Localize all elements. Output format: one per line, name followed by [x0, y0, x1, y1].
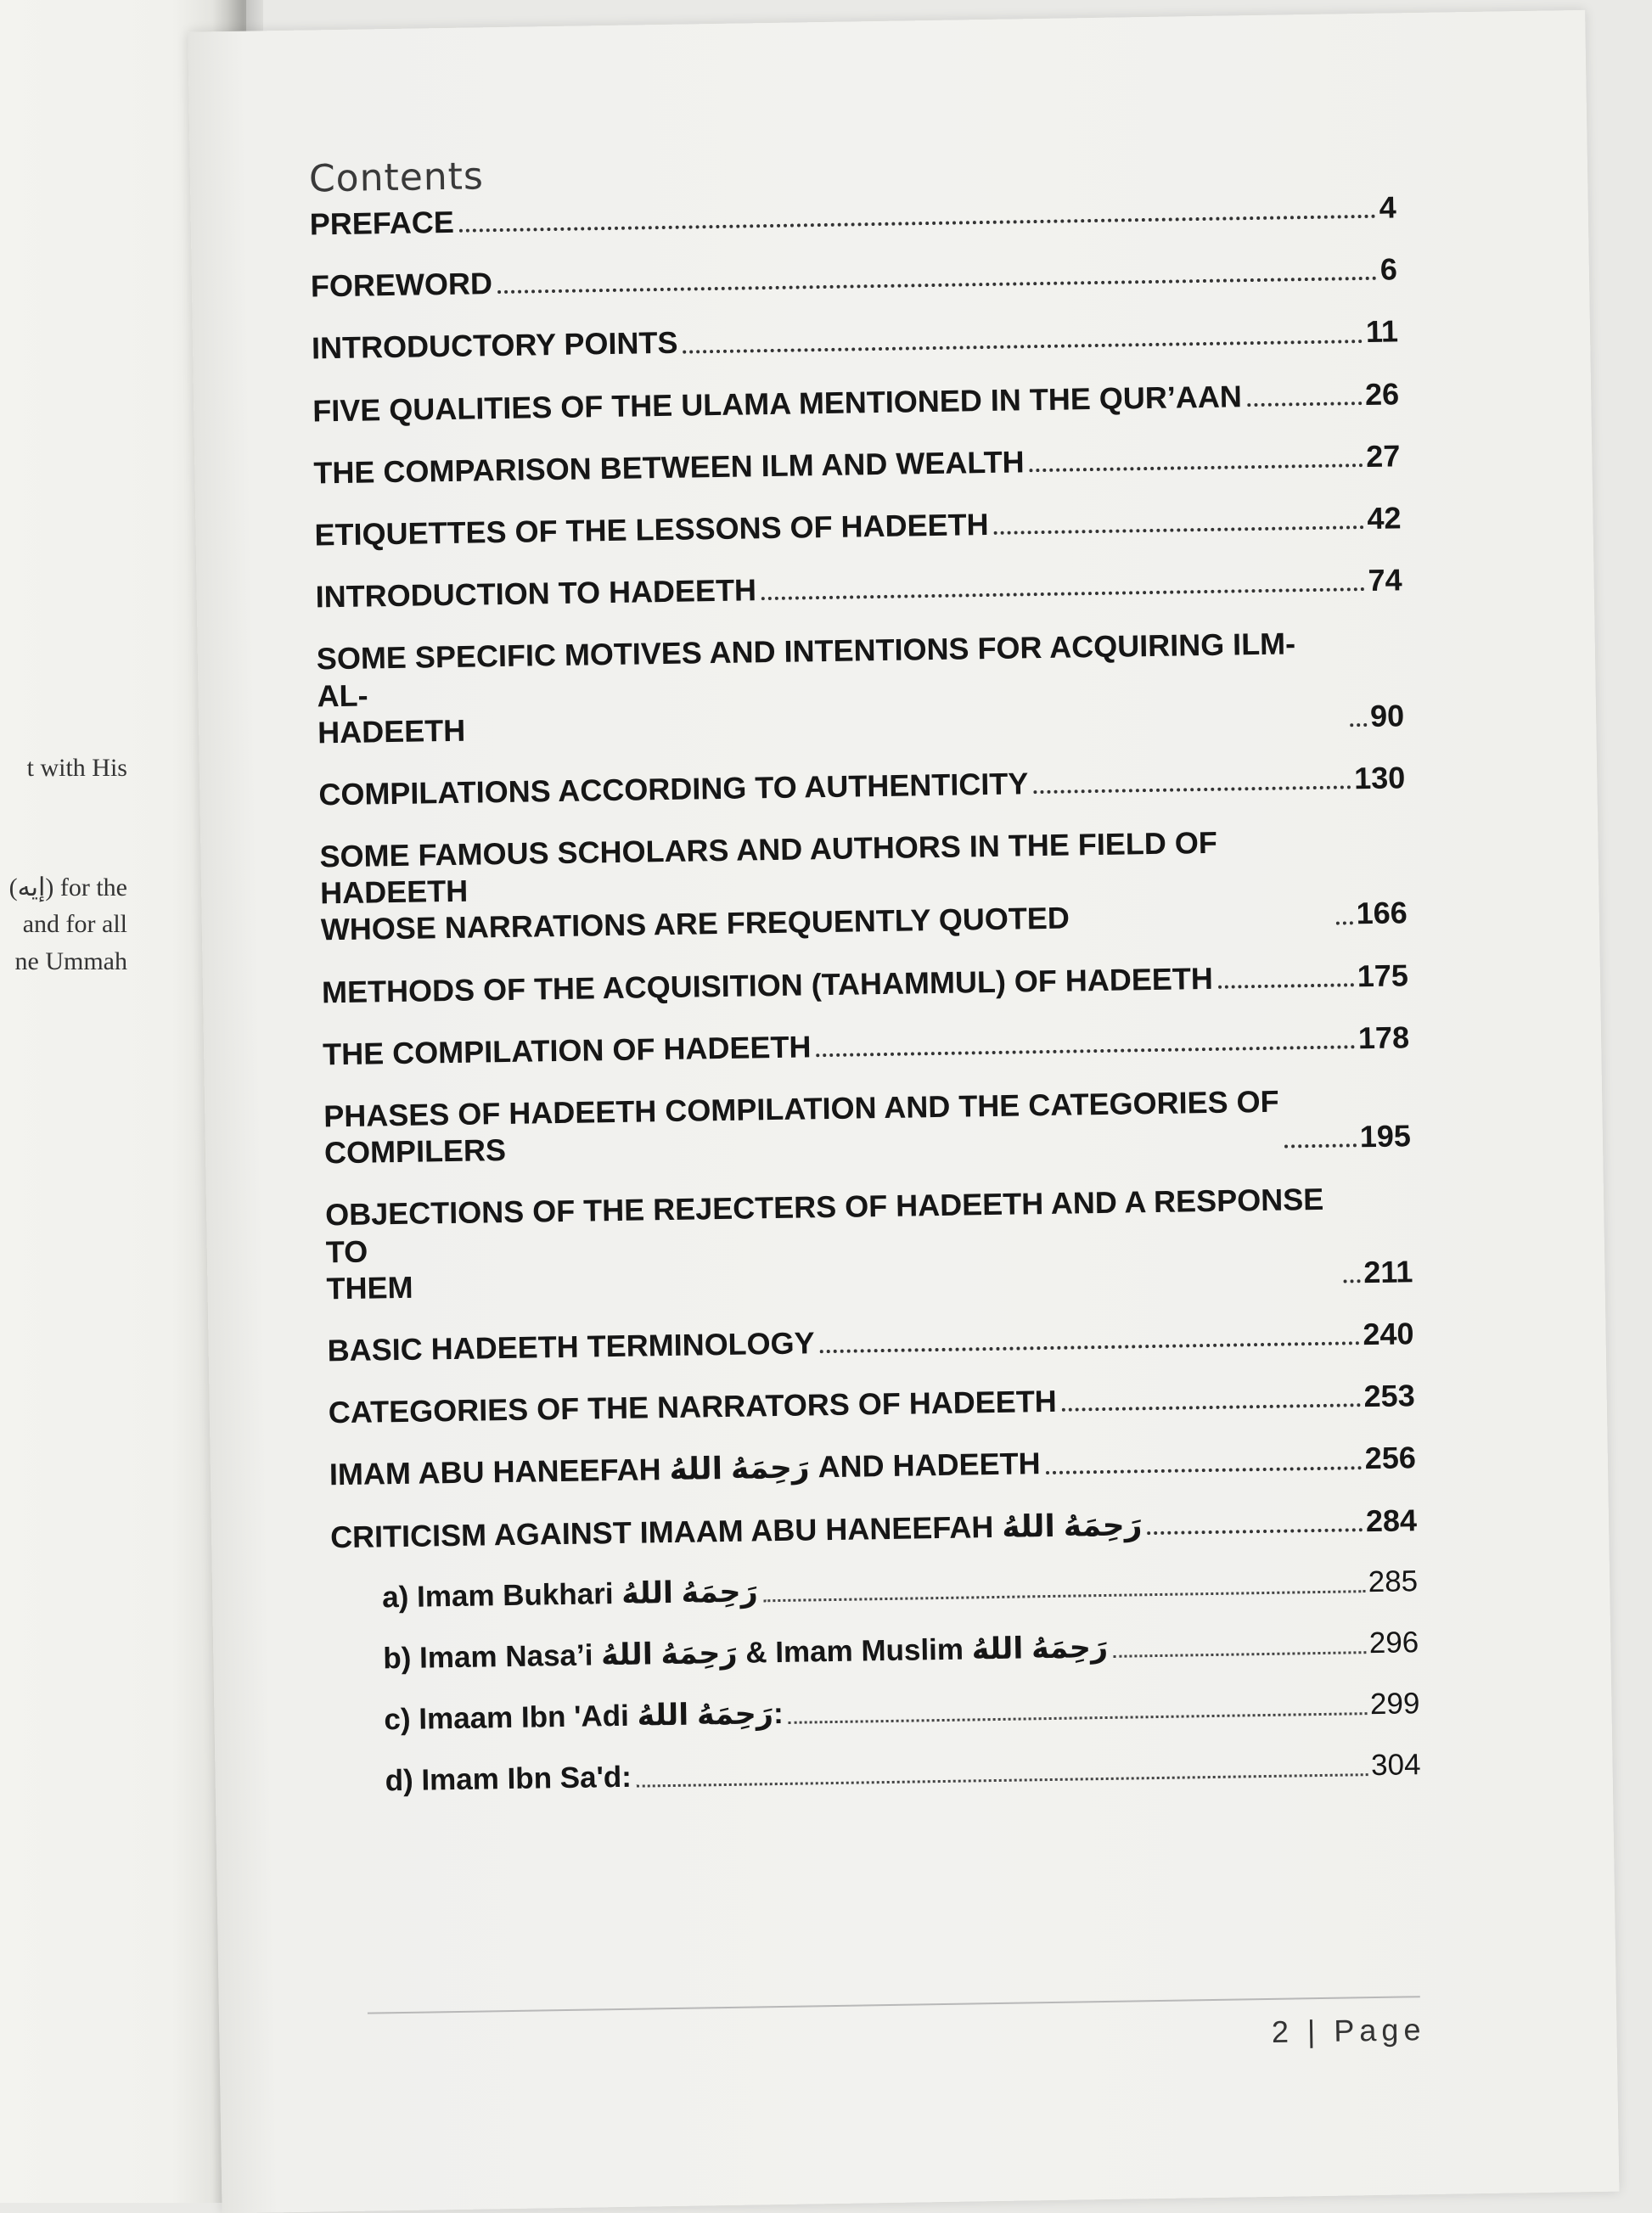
dot-leader: [817, 1045, 1356, 1057]
toc-entry[interactable]: [327, 1315, 1414, 1368]
toc-subentry[interactable]: [331, 1564, 1419, 1616]
dot-leader: [683, 340, 1363, 354]
toc-entry-title: FIVE QUALITIES OF THE ULAMA MENTIONED IN THE QUR’AAN: [312, 378, 1243, 429]
toc-entry-title: b) Imam Nasa’i رَحِمَهُ اللهُ & Imam Muslim رَحِمَهُ اللهُ: [383, 1630, 1109, 1676]
page-number: 2 | Page: [1271, 2012, 1426, 2049]
toc-entry-title: PHASES OF HADEETH COMPILATION AND THE CATEGORIES OF COMPILERS: [323, 1083, 1279, 1171]
toc-entry[interactable]: [312, 375, 1400, 429]
toc-entry-page: 195: [1359, 1118, 1412, 1154]
dot-leader: [820, 1341, 1360, 1353]
toc-entry-title: INTRODUCTORY POINTS: [311, 325, 678, 366]
toc-entry-page: 211: [1363, 1253, 1413, 1289]
toc-entry-page: 166: [1356, 895, 1408, 931]
toc-entry-title: METHODS OF THE ACQUISITION (TAHAMMUL) OF HADEETH: [321, 960, 1214, 1009]
dot-leader: [761, 587, 1365, 600]
toc-entry-title: PREFACE: [309, 204, 455, 242]
toc-entry-title: a) Imam Bukhari رَحِمَهُ اللهُ: [381, 1575, 758, 1615]
toc-entry-title: CRITICISM AGAINST IMAAM ABU HANEEFAH رَحِمَهُ اللهُ: [329, 1506, 1143, 1554]
toc-entry[interactable]: [329, 1440, 1417, 1493]
dot-leader: [1284, 1144, 1357, 1149]
toc-entry-page: 256: [1364, 1440, 1417, 1476]
table-of-contents: [309, 188, 1420, 1800]
toc-entry-page: 296: [1368, 1625, 1419, 1660]
dot-leader: [1030, 463, 1363, 472]
toc-entry[interactable]: [322, 957, 1409, 1010]
toc-subentry[interactable]: [334, 1747, 1421, 1800]
dot-leader: [1147, 1528, 1363, 1535]
toc-entry-title: THE COMPILATION OF HADEETH: [322, 1029, 812, 1072]
toc-entry-title: d) Imam Ibn Sa'd:: [385, 1760, 632, 1798]
dot-leader: [1062, 1404, 1361, 1413]
previous-page-text: and for all: [22, 910, 127, 938]
toc-entry-page: 26: [1364, 375, 1400, 412]
dot-leader: [459, 215, 1376, 233]
dot-leader: [1343, 1279, 1360, 1283]
toc-entry-page: 178: [1357, 1019, 1410, 1056]
dot-leader: [1336, 921, 1353, 924]
contents-body: [309, 140, 1422, 1825]
toc-entry-page: 6: [1379, 251, 1398, 287]
dot-leader: [1113, 1651, 1366, 1658]
toc-entry-title: INTRODUCTION TO HADEETH: [315, 572, 757, 615]
toc-entry-page: 42: [1367, 500, 1402, 536]
toc-entry-title: ETIQUETTES OF THE LESSONS OF HADEETH: [314, 506, 989, 553]
toc-entry[interactable]: [311, 251, 1398, 305]
dot-leader: [1046, 1466, 1362, 1474]
dot-leader: [497, 277, 1377, 294]
toc-subentry[interactable]: [333, 1686, 1420, 1738]
toc-entry[interactable]: [313, 437, 1401, 491]
previous-page-text: t with His: [26, 754, 127, 782]
toc-entry-page: 284: [1365, 1502, 1418, 1538]
toc-entry-title: CATEGORIES OF THE NARRATORS OF HADEETH: [328, 1383, 1058, 1430]
toc-entry-title: OBJECTIONS OF THE REJECTERS OF HADEETH AND A RESPONSE TO THEM: [324, 1182, 1324, 1306]
toc-entry-page: 304: [1370, 1747, 1421, 1782]
toc-entry[interactable]: [319, 821, 1408, 948]
toc-entry-page: 175: [1357, 957, 1409, 993]
toc-entry[interactable]: [323, 1081, 1411, 1171]
toc-entry[interactable]: [317, 624, 1405, 751]
dot-leader: [1218, 983, 1354, 989]
toc-entry-title: c) Imaam Ibn 'Adi رَحِمَهُ اللهُ:: [384, 1696, 784, 1737]
dot-leader: [637, 1773, 1368, 1788]
dot-leader: [1350, 723, 1367, 727]
toc-entry-title: SOME SPECIFIC MOTIVES AND INTENTIONS FOR ACQUIRING ILM-AL- HADEETH: [316, 626, 1296, 750]
toc-entry-page: 240: [1363, 1316, 1414, 1352]
toc-entry-title: BASIC HADEETH TERMINOLOGY: [327, 1325, 815, 1368]
toc-entry[interactable]: [314, 499, 1402, 553]
toc-entry-page: 4: [1379, 189, 1396, 225]
footer-divider: [368, 1996, 1420, 2014]
toc-subentry[interactable]: [332, 1625, 1419, 1677]
previous-page-text: ne Ummah: [14, 947, 127, 975]
toc-entry[interactable]: [330, 1502, 1418, 1555]
toc-entry-title: IMAM ABU HANEEFAH رَحِمَهُ اللهُ AND HADEETH: [329, 1446, 1041, 1492]
toc-entry-page: 130: [1353, 760, 1406, 796]
toc-entry-title: THE COMPARISON BETWEEN ILM AND WEALTH: [313, 444, 1025, 491]
toc-entry-page: 11: [1365, 313, 1399, 350]
contents-page: [188, 10, 1619, 2213]
toc-entry-page: 253: [1363, 1378, 1415, 1414]
toc-entry[interactable]: [323, 1019, 1410, 1072]
dot-leader: [1247, 402, 1362, 407]
toc-entry-title: FOREWORD: [310, 266, 493, 304]
toc-entry-page: 299: [1369, 1686, 1420, 1721]
toc-entry-title: COMPILATIONS ACCORDING TO AUTHENTICITY: [318, 766, 1029, 812]
previous-page-text: (إيه) for the: [8, 873, 127, 901]
toc-entry[interactable]: [315, 561, 1402, 615]
toc-entry[interactable]: [318, 759, 1406, 812]
toc-entry-page: 74: [1368, 562, 1402, 598]
toc-entry-page: 27: [1365, 438, 1401, 474]
dot-leader: [1033, 785, 1351, 794]
toc-entry-title: SOME FAMOUS SCHOLARS AND AUTHORS IN THE FIELD OF HADEETH WHOSE NARRATIONS ARE FREQUENTLY QUOTED: [319, 824, 1218, 947]
toc-entry[interactable]: [325, 1180, 1413, 1307]
toc-entry[interactable]: [328, 1377, 1415, 1430]
toc-entry-page: 285: [1368, 1564, 1419, 1598]
toc-entry[interactable]: [312, 313, 1399, 367]
dot-leader: [789, 1712, 1367, 1724]
toc-entry-page: 90: [1369, 697, 1405, 733]
dot-leader: [994, 525, 1364, 535]
page-title: Contents: [308, 154, 485, 201]
dot-leader: [763, 1590, 1365, 1602]
